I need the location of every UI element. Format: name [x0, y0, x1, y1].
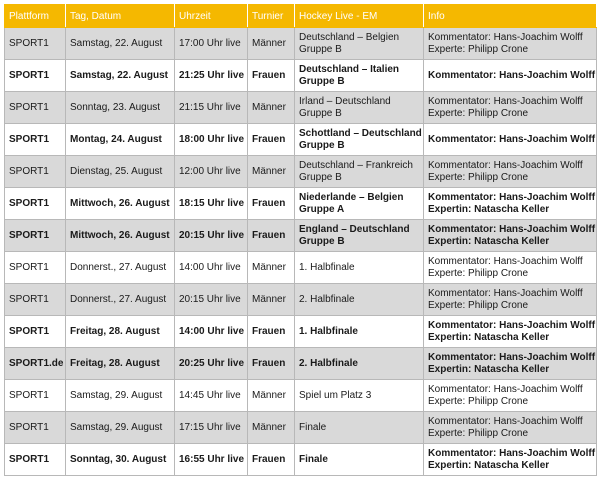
cell-info	[424, 348, 597, 380]
cell-match-line: Gruppe B	[299, 75, 345, 87]
cell-info	[424, 60, 597, 92]
cell-plattform: SPORT1	[5, 412, 66, 444]
cell-info-line: Kommentator: Hans-Joachim Wolff	[428, 319, 596, 331]
cell-tag-datum: Sonntag, 30. August	[66, 444, 175, 476]
cell-match	[295, 380, 424, 412]
cell-info-line: Experte: Philipp Crone	[428, 107, 529, 119]
cell-info-line: Expertin: Natascha Keller	[428, 203, 550, 215]
cell-turnier: Männer	[248, 92, 295, 124]
header-turnier: Turnier	[248, 5, 295, 28]
cell-info	[424, 220, 597, 252]
cell-info-line: Experte: Philipp Crone	[428, 267, 529, 279]
header-uhrzeit: Uhrzeit	[175, 5, 248, 28]
cell-match	[295, 156, 424, 188]
cell-plattform: SPORT1	[5, 60, 66, 92]
cell-tag-datum: Samstag, 22. August	[66, 60, 175, 92]
cell-info-line: Experte: Philipp Crone	[428, 395, 529, 407]
cell-turnier: Männer	[248, 380, 295, 412]
cell-turnier: Männer	[248, 156, 295, 188]
cell-match	[295, 444, 424, 476]
cell-info	[424, 156, 597, 188]
cell-info	[424, 316, 597, 348]
cell-turnier: Männer	[248, 284, 295, 316]
table-row	[5, 316, 597, 348]
cell-match-line: Schottland – Deutschland	[299, 127, 422, 139]
cell-turnier: Frauen	[248, 220, 295, 252]
table-row	[5, 156, 597, 188]
cell-uhrzeit: 17:00 Uhr live	[175, 28, 248, 60]
cell-info	[424, 188, 597, 220]
cell-plattform: SPORT1	[5, 124, 66, 156]
cell-match-line: Gruppe A	[299, 203, 345, 215]
cell-match	[295, 92, 424, 124]
cell-info-line: Kommentator: Hans-Joachim Wolff	[428, 69, 596, 81]
cell-info-line: Kommentator: Hans-Joachim Wolff	[428, 287, 583, 299]
cell-match-line: Gruppe B	[299, 235, 345, 247]
table-row	[5, 348, 597, 380]
cell-match	[295, 316, 424, 348]
broadcast-schedule-table	[4, 4, 597, 476]
cell-plattform: SPORT1	[5, 284, 66, 316]
cell-turnier: Frauen	[248, 444, 295, 476]
cell-tag-datum: Freitag, 28. August	[66, 348, 175, 380]
cell-info-line: Kommentator: Hans-Joachim Wolff	[428, 133, 596, 145]
cell-info-line: Kommentator: Hans-Joachim Wolff	[428, 255, 583, 267]
cell-info	[424, 284, 597, 316]
cell-info-line: Kommentator: Hans-Joachim Wolff	[428, 351, 596, 363]
cell-match-line: Deutschland – Frankreich	[299, 159, 413, 171]
table-row	[5, 284, 597, 316]
cell-tag-datum: Mittwoch, 26. August	[66, 220, 175, 252]
cell-match-line: Deutschland – Belgien	[299, 31, 400, 43]
cell-turnier: Männer	[248, 28, 295, 60]
table-row	[5, 252, 597, 284]
cell-plattform: SPORT1.de	[5, 348, 66, 380]
cell-uhrzeit: 21:15 Uhr live	[175, 92, 248, 124]
schedule-wrapper	[4, 4, 597, 476]
cell-info-line: Expertin: Natascha Keller	[428, 363, 550, 375]
cell-uhrzeit: 21:25 Uhr live	[175, 60, 248, 92]
cell-match	[295, 348, 424, 380]
cell-turnier: Männer	[248, 252, 295, 284]
cell-uhrzeit: 16:55 Uhr live	[175, 444, 248, 476]
cell-tag-datum: Dienstag, 25. August	[66, 156, 175, 188]
cell-match-line: Gruppe B	[299, 107, 342, 119]
cell-match	[295, 284, 424, 316]
cell-tag-datum: Donnerst., 27. August	[66, 284, 175, 316]
table-row	[5, 412, 597, 444]
cell-info	[424, 412, 597, 444]
cell-info-line: Kommentator: Hans-Joachim Wolff	[428, 159, 583, 171]
cell-uhrzeit: 14:00 Uhr live	[175, 252, 248, 284]
cell-info-line: Experte: Philipp Crone	[428, 299, 529, 311]
cell-uhrzeit: 20:15 Uhr live	[175, 284, 248, 316]
cell-tag-datum: Mittwoch, 26. August	[66, 188, 175, 220]
cell-match-line: 2. Halbfinale	[299, 293, 355, 305]
cell-match	[295, 188, 424, 220]
cell-plattform: SPORT1	[5, 252, 66, 284]
cell-plattform: SPORT1	[5, 188, 66, 220]
header-tag-datum: Tag, Datum	[66, 5, 175, 28]
cell-tag-datum: Freitag, 28. August	[66, 316, 175, 348]
cell-uhrzeit: 14:00 Uhr live	[175, 316, 248, 348]
cell-tag-datum: Donnerst., 27. August	[66, 252, 175, 284]
cell-match-line: 1. Halbfinale	[299, 261, 355, 273]
cell-match-line: Gruppe B	[299, 139, 345, 151]
cell-plattform: SPORT1	[5, 28, 66, 60]
header-plattform: Plattform	[5, 5, 66, 28]
cell-match	[295, 220, 424, 252]
cell-uhrzeit: 12:00 Uhr live	[175, 156, 248, 188]
table-row	[5, 60, 597, 92]
cell-match-line: Spiel um Platz 3	[299, 389, 372, 401]
table-row	[5, 124, 597, 156]
cell-match-line: Deutschland – Italien	[299, 63, 400, 75]
cell-info	[424, 124, 597, 156]
cell-uhrzeit: 20:15 Uhr live	[175, 220, 248, 252]
cell-match-line: Finale	[299, 453, 328, 465]
table-row	[5, 380, 597, 412]
cell-match-line: Niederlande – Belgien	[299, 191, 404, 203]
cell-match-line: Irland – Deutschland	[299, 95, 391, 107]
cell-turnier: Frauen	[248, 316, 295, 348]
cell-info-line: Kommentator: Hans-Joachim Wolff	[428, 223, 596, 235]
cell-info-line: Kommentator: Hans-Joachim Wolff	[428, 447, 596, 459]
cell-uhrzeit: 20:25 Uhr live	[175, 348, 248, 380]
cell-info	[424, 92, 597, 124]
cell-info	[424, 444, 597, 476]
cell-uhrzeit: 17:15 Uhr live	[175, 412, 248, 444]
cell-match	[295, 60, 424, 92]
table-header-row	[5, 5, 597, 28]
table-row	[5, 28, 597, 60]
header-hockey-live-em: Hockey Live - EM	[295, 5, 424, 28]
cell-info-line: Expertin: Natascha Keller	[428, 235, 550, 247]
cell-info-line: Kommentator: Hans-Joachim Wolff	[428, 31, 583, 43]
cell-info-line: Kommentator: Hans-Joachim Wolff	[428, 415, 583, 427]
table-row	[5, 188, 597, 220]
cell-match	[295, 124, 424, 156]
cell-uhrzeit: 18:00 Uhr live	[175, 124, 248, 156]
cell-info	[424, 28, 597, 60]
header-info: Info	[424, 5, 597, 28]
cell-turnier: Frauen	[248, 60, 295, 92]
cell-match-line: Gruppe B	[299, 43, 342, 55]
cell-turnier: Männer	[248, 412, 295, 444]
cell-match	[295, 412, 424, 444]
cell-info-line: Experte: Philipp Crone	[428, 427, 529, 439]
cell-match	[295, 28, 424, 60]
cell-plattform: SPORT1	[5, 220, 66, 252]
cell-tag-datum: Samstag, 22. August	[66, 28, 175, 60]
cell-tag-datum: Montag, 24. August	[66, 124, 175, 156]
cell-match-line: Gruppe B	[299, 171, 342, 183]
cell-uhrzeit: 14:45 Uhr live	[175, 380, 248, 412]
cell-info-line: Kommentator: Hans-Joachim Wolff	[428, 383, 583, 395]
cell-plattform: SPORT1	[5, 380, 66, 412]
cell-plattform: SPORT1	[5, 316, 66, 348]
cell-match-line: Finale	[299, 421, 327, 433]
cell-plattform: SPORT1	[5, 156, 66, 188]
cell-turnier: Frauen	[248, 124, 295, 156]
cell-match-line: 1. Halbfinale	[299, 325, 358, 337]
cell-uhrzeit: 18:15 Uhr live	[175, 188, 248, 220]
cell-match-line: 2. Halbfinale	[299, 357, 358, 369]
cell-turnier: Frauen	[248, 188, 295, 220]
cell-tag-datum: Samstag, 29. August	[66, 412, 175, 444]
table-body	[5, 28, 597, 476]
cell-info-line: Experte: Philipp Crone	[428, 171, 529, 183]
cell-match-line: England – Deutschland	[299, 223, 410, 235]
cell-info	[424, 380, 597, 412]
table-row	[5, 220, 597, 252]
cell-match	[295, 252, 424, 284]
table-row	[5, 92, 597, 124]
cell-info	[424, 252, 597, 284]
cell-info-line: Expertin: Natascha Keller	[428, 331, 550, 343]
cell-tag-datum: Samstag, 29. August	[66, 380, 175, 412]
cell-info-line: Experte: Philipp Crone	[428, 43, 529, 55]
cell-tag-datum: Sonntag, 23. August	[66, 92, 175, 124]
cell-info-line: Kommentator: Hans-Joachim Wolff	[428, 191, 596, 203]
cell-info-line: Expertin: Natascha Keller	[428, 459, 550, 471]
cell-turnier: Frauen	[248, 348, 295, 380]
cell-info-line: Kommentator: Hans-Joachim Wolff	[428, 95, 583, 107]
table-row	[5, 444, 597, 476]
cell-plattform: SPORT1	[5, 92, 66, 124]
cell-plattform: SPORT1	[5, 444, 66, 476]
